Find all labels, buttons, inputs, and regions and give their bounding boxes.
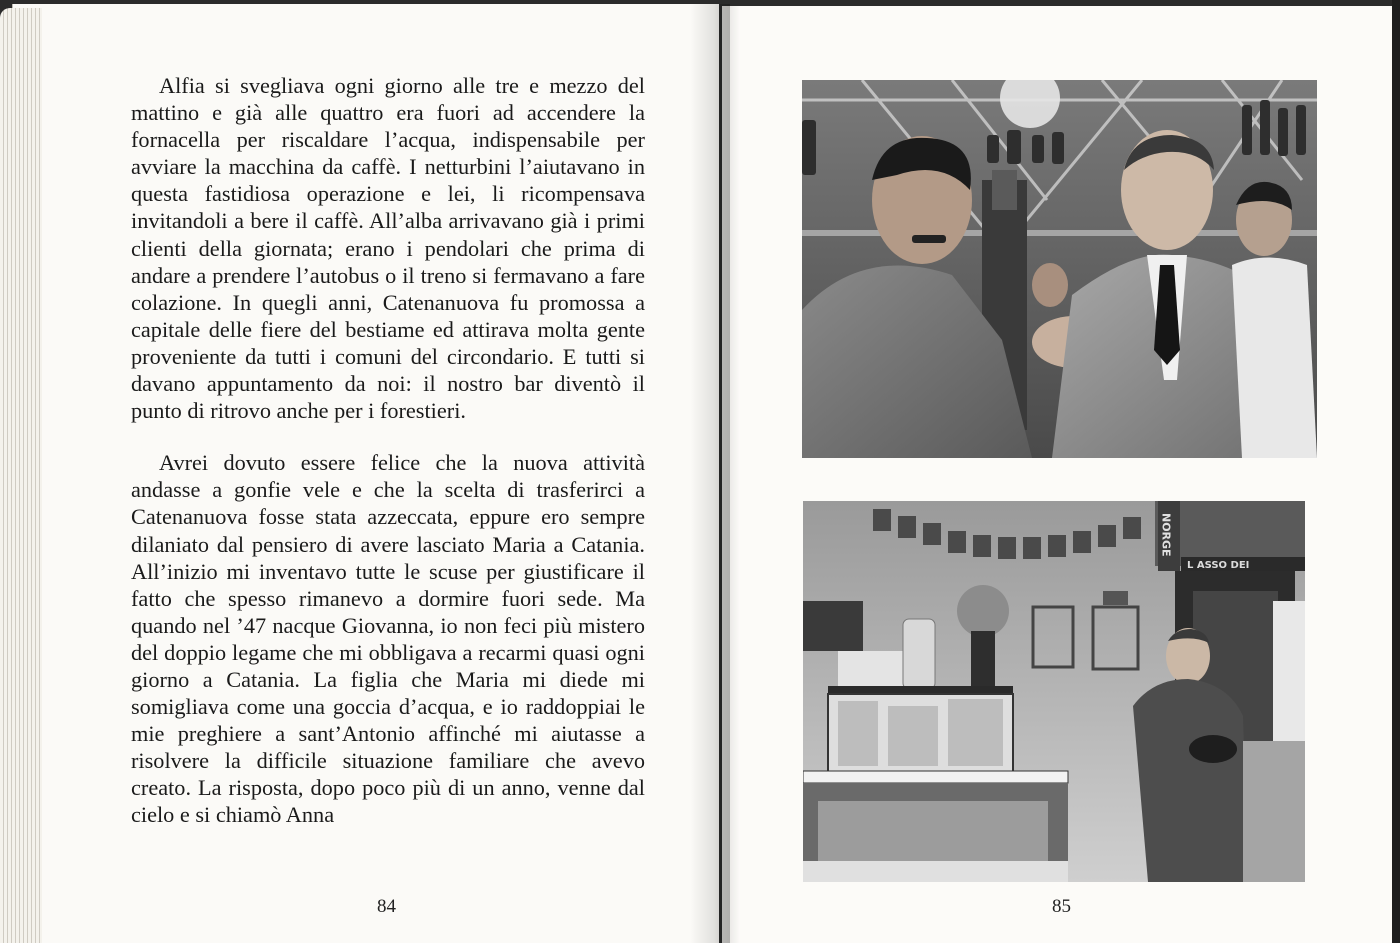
- page-edges: [0, 8, 42, 943]
- right-page-shadow: [722, 6, 740, 943]
- paragraph-2: Avrei dovuto essere felice che la nuova attività andasse a gonfie vele e che la scelta di trasferirci a Catenanuova fosse stata azzeccata, eppure ero sempre dilaniato dal pensiero di avere lasciato Maria a Catania. All’inizio mi inventavo tutte le scuse per giustificare il fatto che spesso rimanevo a dormire fuori sede. Ma quando nel ’47 nacque Giovanna, io non feci più mistero del doppio legame che mi obbligava a recarmi quasi ogni giorno a Catania. La figlia che Maria mi diede mi somigliava come una goccia d’acqua, e io raddoppiai le mie preghiere a sant’Antonio affinché mi aiutasse a risolvere la difficile situazione familiare che avevo creato. La risposta, dopo poco più di un anno, venne dal cielo e si chiamò Anna: [131, 450, 645, 828]
- photo-bar-interior: [803, 501, 1305, 882]
- page-number-right: 85: [1052, 896, 1071, 917]
- banner-text: L ASSO DEI: [1187, 560, 1250, 571]
- photo-bar-toast-image: [802, 80, 1317, 458]
- right-edge: [1392, 0, 1400, 943]
- body-text: [131, 72, 645, 829]
- page-number-left: 84: [377, 896, 396, 917]
- norge-sign-text: NORGE: [1159, 513, 1173, 557]
- photo-bar-toast: [802, 80, 1317, 458]
- paragraph-1: Alfia si svegliava ogni giorno alle tre e mezzo del mattino e già alle quattro era fuori ad accendere la fornacella per riscaldare l’acqua, indispensabile per avviare la macchina da caffè. I netturbini l’aiutavano in questa fastidiosa operazione e lei, li ricompensava invitandoli a bere il caffè. All’alba arrivavano già i primi clienti della giornata; erano i pendolari che prima di andare a prendere l’autobus o il treno si fermavano a fare colazione. In quegli anni, Catenanuova fu promossa a capitale delle fiere del bestiame ed attirava molta gente proveniente da tutti i comuni del circondario. E tutti si davano appuntamento da noi: il nostro bar diventò il punto di ritrovo anche per i forestieri.: [131, 73, 645, 424]
- photo-bar-interior-image: [803, 501, 1305, 882]
